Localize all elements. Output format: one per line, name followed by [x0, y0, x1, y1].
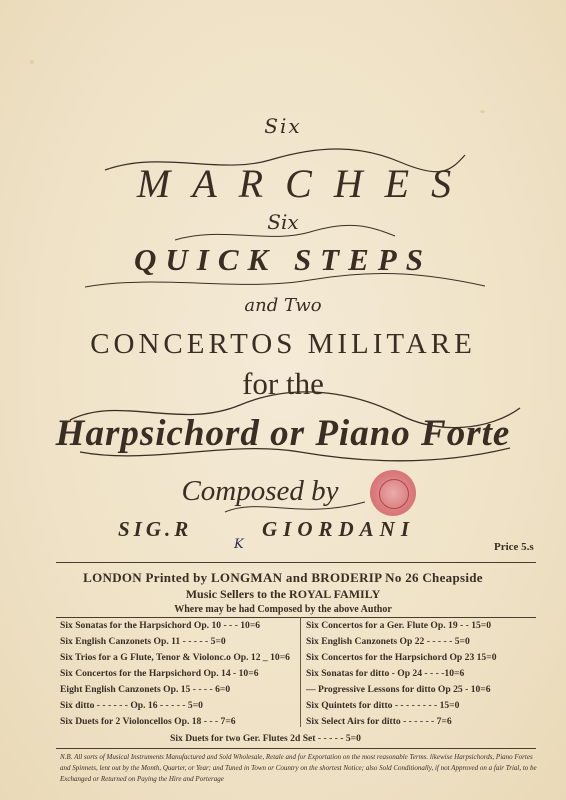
composer-name: GIORDANI — [262, 517, 416, 541]
catalogue-right-item: Six Concertos for a Ger. Flute Op. 19 - - 15=0 — [306, 620, 492, 631]
title-instruments: Harpsichord or Piano Forte — [55, 413, 511, 454]
catalogue-left-item: Six Trios for a G Flute, Tenor & Violonc.o Op. 12 _ 10=6 — [60, 652, 290, 663]
imprint-line-1: LONDON Printed by LONGMAN and BRODERIP No 26 Cheapside — [83, 570, 483, 585]
price: Price 5.s — [494, 541, 534, 553]
catalogue-left-item: Eight English Canzonets Op. 15 - - - - 6=0 — [60, 684, 231, 695]
title-concertos-militare: CONCERTOS MILITARE — [90, 328, 476, 360]
catalogue-left-item: Six Sonatas for the Harpsichord Op. 10 - - - 10=6 — [60, 620, 261, 631]
title-six-1: Six — [264, 114, 302, 138]
title-marches: MARCHES — [136, 161, 474, 206]
catalogue-right-item: — Progressive Lessons for ditto Op 25 - 10=6 — [306, 684, 491, 695]
paper-speck — [30, 60, 34, 64]
catalogue-footer: Six Duets for two Ger. Flutes 2d Set - - - - - 5=0 — [170, 733, 361, 744]
catalogue-left-item: Six ditto - - - - - - Op. 16 - - - - - 5=0 — [60, 700, 203, 711]
title-and-two: and Two — [244, 295, 322, 316]
paper-speck — [480, 110, 485, 113]
catalogue-right-item: Six Quintets for ditto - - - - - - - - 15=0 — [306, 700, 460, 711]
imprint-line-3: Where may be had Composed by the above Author — [174, 604, 392, 615]
divider — [56, 617, 536, 618]
catalogue-right-item: Six English Canzonets Op 22 - - - - - 5=0 — [306, 636, 470, 647]
catalogue-left-item: Six Duets for 2 Violoncellos Op. 18 - - - 7=6 — [60, 716, 236, 727]
divider — [56, 562, 536, 563]
divider — [56, 748, 536, 749]
title-for-the: for the — [242, 366, 324, 401]
handwritten-mark: K — [234, 537, 244, 552]
title-quick-steps: QUICK STEPS — [134, 242, 432, 277]
title-six-2: Six — [267, 210, 299, 234]
composed-by: Composed by — [181, 475, 339, 507]
column-divider — [300, 617, 301, 727]
composer-prefix: SIG.R — [118, 517, 193, 541]
library-stamp — [370, 470, 416, 516]
catalogue-right-item: Six Concertos for the Harpsichord Op 23 15=0 — [306, 652, 497, 663]
catalogue-right-item: Six Sonatas for ditto - Op 24 - - - -10=6 — [306, 668, 465, 679]
nota-bene: N.B. All sorts of Musical Instruments Manufactured and Sold Wholesale, Retale and for Exportation on the most reasonable Terms. likewise Harpsichords, Piano Fortes and Spinnets, lent out by the Month, Quarter, or Year; and Tuned in Town or Country on the shortest Notice; also Sold Conditionally, if not Approved on a fair Trial, to be Exchanged or Returned on Paying the Hire and Porterage — [60, 753, 537, 783]
catalogue-left-item: Six English Canzonets Op. 11 - - - - - 5=0 — [60, 636, 226, 647]
imprint-line-2: Music Sellers to the ROYAL FAMILY — [185, 587, 381, 601]
catalogue-right-item: Six Select Airs for ditto - - - - - - 7=6 — [306, 716, 452, 727]
catalogue-left-item: Six Concertos for the Harpsichord Op. 14 - 10=6 — [60, 668, 259, 679]
